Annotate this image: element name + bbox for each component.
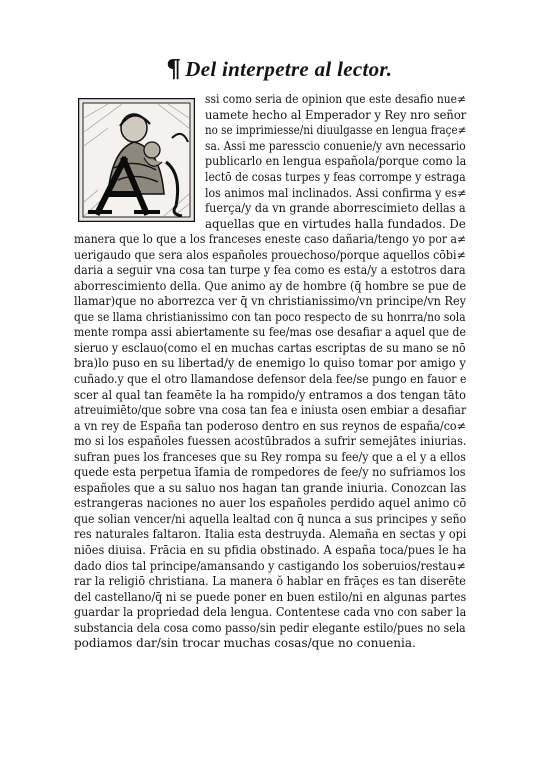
text-line: aquellas que en virtudes halla fundados. De	[205, 216, 466, 231]
text-line: españoles que a su saluo nos hagan tan grande iniuria. Conozcan las	[74, 480, 467, 495]
text-line: mente rompa assi abiertamente su fee/mas ose desafiar a aquel que de	[74, 325, 466, 340]
text-line: los animos mal inclinados. Assi confirma y es≠	[205, 185, 467, 200]
text-line: sufran pues los franceses que su Rey rompa su fee/y que a el y a ellos	[74, 449, 466, 464]
text-line: substancia dela cosa como passo/sin pedir elegante estilo/pues no sela	[74, 620, 466, 635]
text-line: uamete hecho al Emperador y Rey nro señor	[205, 107, 467, 122]
text-line: rar la religiō christiana. La manera ŏ hablar en frāçes es tan diserēte	[74, 574, 466, 589]
text-line: sa. Assi me paresscio conuenie/y avn necessario	[205, 138, 466, 153]
text-line: del castellano/q̄ ni se puede poner en buen estilo/ni en algunas partes	[74, 589, 467, 604]
text-line: que se llama christianissimo con tan poco respecto de su honrra/no sola	[74, 309, 466, 324]
heading-title: Del interpetre al lector.	[185, 56, 393, 81]
text-line: publicarlo en lengua española/porque como la	[205, 154, 467, 169]
text-line: no se imprimiesse/ni diuulgasse en lengua fraçe≠	[205, 123, 467, 138]
text-line: atreuimiēto/que sobre vna cosa tan fea e iniusta osen embiar a desafiar	[74, 403, 467, 418]
text-line: scer al qual tan feamēte la ha rompido/y entramos a dos tengan tāto	[74, 387, 466, 402]
text-line: estrangeras naciones no auer los españoles perdido aquel animo cō	[74, 496, 467, 511]
text-line: lectō de cosas turpes y feas corrompe y estraga	[205, 170, 466, 184]
text-line: cuñado.y que el otro llamandose defensor dela fee/se pungo en fauor e	[74, 371, 467, 386]
text-line: aborrescimiento della. Que animo ay de hombre (q̄ hombre se pue de	[74, 278, 467, 293]
text-line: quede esta perpetua īfamia de rompedores de fee/y no sufriamos los	[74, 465, 466, 480]
text-line: ssi como seria de opinion que este desafio nue≠	[205, 92, 466, 106]
text-line: mo si los españoles fuessen acostūbrados a sufrir semejātes iniurias.	[74, 434, 467, 449]
text-line: res naturales faltaron. Italia esta destruyda. Alemaña en sectas y opi	[74, 527, 467, 542]
text-line: guardar la propriedad dela lengua. Contentese cada vno con saber la	[74, 605, 467, 620]
text-line: sieruo y esclauo(como el en muchas cartas escriptas de su mano se nō	[74, 340, 466, 355]
text-line: bra)lo puso en su libertad/y de enemigo lo quiso tomar por amigo y	[74, 356, 466, 371]
text-line: daria a seguir vna cosa tan turpe y fea como es esta/y a estotros dara	[74, 263, 466, 278]
text-line: fuerça/y da vn grande aborrescimieto dellas a	[205, 201, 466, 216]
text-line: dado dios tal principe/amansando y castigando los soberuios/restau≠	[74, 558, 466, 573]
text-line: que solian vencer/ni aquella lealtad con q̄ nunca a sus principes y seño	[74, 511, 467, 526]
text-line: manera que lo que a los franceses eneste caso dañaria/tengo yo por a≠	[74, 232, 466, 246]
text-line: a vn rey de España tan poderoso dentro en sus reynos de españa/co≠	[74, 418, 466, 433]
text-line: llamar)que no aborrezca ver q̄ vn christianissimo/vn principe/vn Rey	[74, 294, 467, 309]
text-line: uerigaudo que sera alos españoles prouechoso/porque aquellos cōbi≠	[74, 247, 466, 262]
text-line: niōes diuisa. Frācia en su pfidia obstinado. A españa toca/pues le ha	[74, 543, 467, 557]
pilcrow-mark: ¶	[166, 54, 182, 83]
text-line: podiamos dar/sin trocar muchas cosas/que no conuenia.	[74, 636, 416, 651]
